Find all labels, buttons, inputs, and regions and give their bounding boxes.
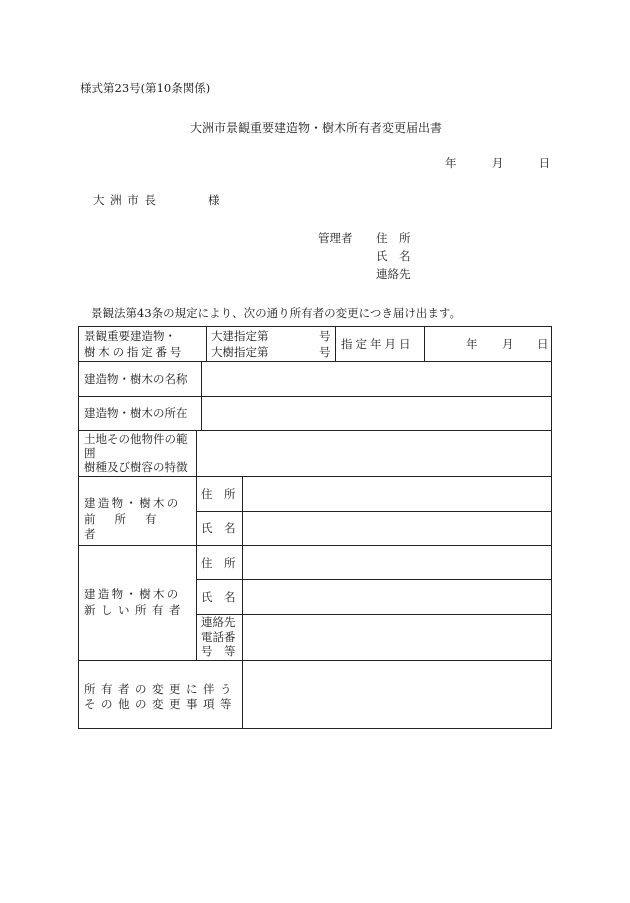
statement: 景観法第43条の規定により、次の通り所有者の変更につき届け出ます。 xyxy=(91,306,461,320)
prev-owner-label-line1: 建造物・樹木の xyxy=(84,496,181,510)
date-month: 月 xyxy=(491,156,504,170)
designation-date-field[interactable] xyxy=(424,326,552,361)
prev-owner-label-line2: 前所有者 xyxy=(84,512,176,541)
name-field[interactable] xyxy=(201,361,552,396)
prev-owner-address-field[interactable] xyxy=(242,476,552,511)
range-label: 土地その他物件の範囲 樹種及び樹容の特徴 xyxy=(84,432,188,474)
designation-date-year: 年 xyxy=(466,337,478,351)
addressee-name: 大 洲 市 長 xyxy=(93,193,157,207)
designation-date-day: 日 xyxy=(537,337,549,351)
location-field[interactable] xyxy=(201,396,552,430)
manager-address-label: 住 所 xyxy=(376,231,411,245)
building-designation-label: 大建指定第 xyxy=(211,329,269,343)
new-owner-contact-label: 連絡先 電話番 号 等 xyxy=(201,615,236,658)
other-changes-label-line1: 所有者の変更に伴う xyxy=(84,682,237,696)
new-owner-name-field[interactable] xyxy=(242,579,552,614)
new-owner-label-line1: 建造物・樹木の xyxy=(84,587,181,601)
new-owner-address-field[interactable] xyxy=(242,545,552,579)
new-owner-label-line2: 新しい所有者 xyxy=(84,603,186,617)
designation-label-line1: 景観重要建造物・ xyxy=(84,329,176,343)
addressee-honorific: 様 xyxy=(208,193,220,207)
range-field[interactable] xyxy=(196,430,552,476)
manager-contact-label: 連絡先 xyxy=(376,267,411,281)
location-label: 建造物・樹木の所在 xyxy=(84,406,188,420)
other-changes-field[interactable] xyxy=(242,660,552,729)
page-title: 大洲市景観重要建造物・樹木所有者変更届出書 xyxy=(189,121,442,135)
tree-designation-label: 大樹指定第 xyxy=(211,345,269,359)
new-owner-contact-field[interactable] xyxy=(242,614,552,660)
building-number-suffix: 号 xyxy=(319,329,331,343)
new-owner-name-label: 氏 名 xyxy=(201,590,236,604)
name-label: 建造物・樹木の名称 xyxy=(84,372,188,386)
manager-name-label: 氏 名 xyxy=(376,249,411,263)
other-changes-label-line2: その他の変更事項等 xyxy=(84,697,237,711)
prev-owner-name-field[interactable] xyxy=(242,511,552,545)
designation-date-label: 指定年月日 xyxy=(341,337,414,351)
prev-owner-address-label: 住 所 xyxy=(201,487,236,501)
date-day: 日 xyxy=(538,156,551,170)
tree-number-suffix: 号 xyxy=(319,345,331,359)
new-owner-address-label: 住 所 xyxy=(201,556,236,570)
designation-label-line2: 樹木の指定番号 xyxy=(84,345,185,359)
form-number: 様式第23号(第10条関係) xyxy=(80,81,211,95)
date-year: 年 xyxy=(445,156,457,170)
designation-date-month: 月 xyxy=(502,337,514,351)
prev-owner-name-label: 氏 名 xyxy=(201,521,236,535)
manager-label: 管理者 xyxy=(318,231,353,245)
